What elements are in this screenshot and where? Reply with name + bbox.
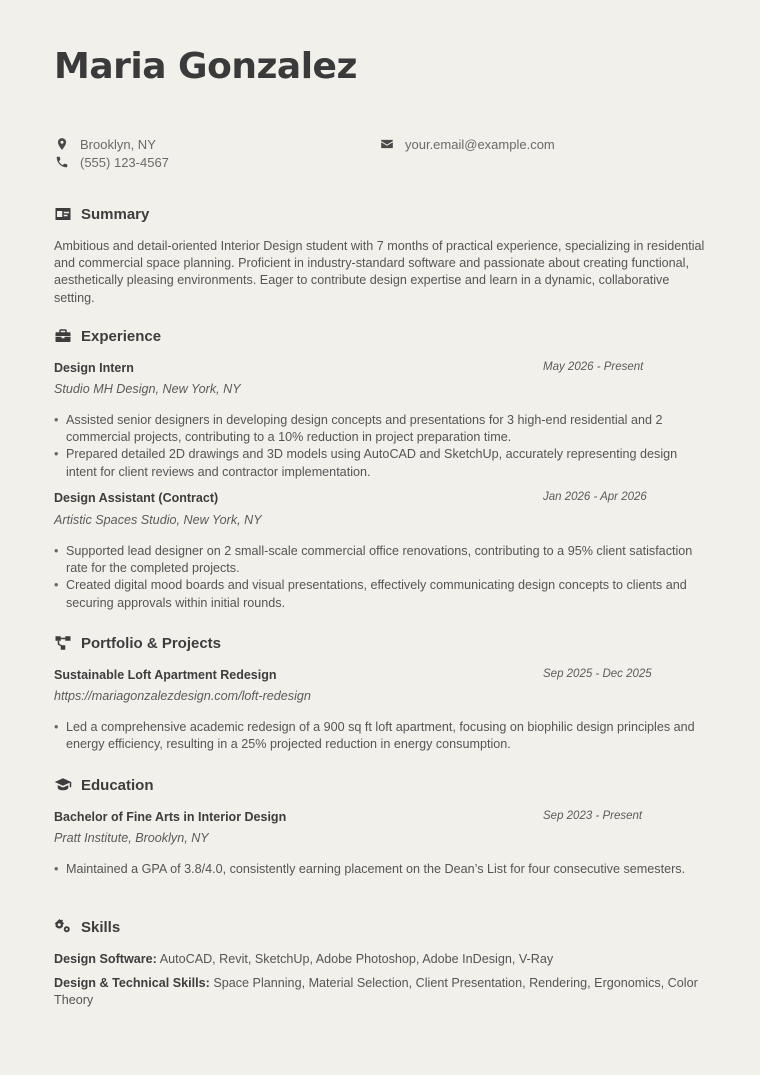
proj-1-link[interactable]: https://mariagonzalezdesign.com/loft-redesign	[54, 689, 311, 703]
education-heading: Education	[54, 776, 154, 794]
proj-1-bullets	[54, 719, 706, 753]
portfolio-heading: Portfolio & Projects	[54, 634, 221, 652]
skill-value: AutoCAD, Revit, SketchUp, Adobe Photoshop, Adobe InDesign, V-Ray	[159, 952, 554, 966]
graduation-cap-icon	[54, 776, 72, 794]
briefcase-icon	[54, 327, 72, 345]
exp-1-bullets	[54, 412, 706, 481]
location-text: Brooklyn, NY	[80, 136, 156, 152]
contact-block	[54, 135, 706, 171]
exp-1-org: Studio MH Design, New York, NY	[54, 382, 241, 396]
list-item: • Created digital mood boards and visual presentations, effectively communicating design concepts to clients and securing approvals within initial rounds.	[54, 577, 706, 611]
summary-heading: Summary	[54, 205, 149, 223]
skill-label: Design & Technical Skills:	[54, 976, 210, 990]
map-pin-icon	[54, 136, 70, 152]
phone-text: (555) 123-4567	[80, 154, 169, 170]
contact-phone	[54, 154, 169, 170]
exp-2-bullets	[54, 543, 706, 612]
contact-email[interactable]	[379, 136, 555, 152]
email-link[interactable]: your.email@example.com	[405, 136, 555, 152]
list-item: • Prepared detailed 2D drawings and 3D models using AutoCAD and SketchUp, accurately representing design intent for client reviews and contractor implementation.	[54, 446, 706, 480]
summary-text: Ambitious and detail-oriented Interior Design student with 7 months of practical experience, specializing in residential and commercial space planning. Proficient in industry-standard software and passionate about creating functional, aesthetically pleasing environments. Eager to contribute design expertise and learn in a dynamic, collaborative setting.	[54, 239, 705, 305]
proj-1-date: Sep 2025 - Dec 2025	[543, 668, 652, 680]
id-card-icon	[54, 205, 72, 223]
gears-icon	[54, 918, 72, 936]
edu-1-title: Bachelor of Fine Arts in Interior Design	[54, 810, 287, 824]
contact-row-1	[54, 135, 706, 153]
candidate-name: Maria Gonzalez	[54, 46, 357, 87]
edu-1-org: Pratt Institute, Brooklyn, NY	[54, 831, 209, 845]
contact-row-2	[54, 153, 706, 171]
exp-1-date: May 2026 - Present	[543, 361, 644, 373]
list-item: • Maintained a GPA of 3.8/4.0, consistently earning placement on the Dean’s List for four consecutive semesters.	[54, 861, 706, 878]
network-icon	[54, 634, 72, 652]
list-item: • Supported lead designer on 2 small-scale commercial office renovations, contributing to a 95% client satisfaction rate for the completed projects.	[54, 543, 706, 577]
skill-row-technical	[54, 975, 706, 1009]
proj-1-title: Sustainable Loft Apartment Redesign	[54, 668, 277, 682]
exp-1-title: Design Intern	[54, 361, 134, 375]
list-item: • Assisted senior designers in developing design concepts and presentations for 3 high-end residential and 2 commercial projects, contributing to a 10% reduction in project preparation time.	[54, 412, 706, 446]
phone-icon	[54, 154, 70, 170]
edu-1-bullets	[54, 861, 706, 878]
envelope-icon	[379, 136, 395, 152]
skill-row-software	[54, 951, 706, 968]
contact-location	[54, 136, 379, 152]
edu-1-date: Sep 2023 - Present	[543, 810, 643, 822]
exp-2-title: Design Assistant (Contract)	[54, 491, 219, 505]
skill-label: Design Software:	[54, 952, 157, 966]
exp-2-date: Jan 2026 - Apr 2026	[543, 491, 647, 503]
skills-heading: Skills	[54, 918, 120, 936]
skill-value: Space Planning, Material Selection, Client Presentation, Rendering, Ergonomics, Color Theory	[54, 976, 698, 1008]
list-item: • Led a comprehensive academic redesign of a 900 sq ft loft apartment, focusing on biophilic design principles and energy efficiency, resulting in a 25% projected reduction in energy consumption.	[54, 719, 706, 753]
exp-2-org: Artistic Spaces Studio, New York, NY	[54, 513, 262, 527]
experience-heading: Experience	[54, 327, 161, 345]
